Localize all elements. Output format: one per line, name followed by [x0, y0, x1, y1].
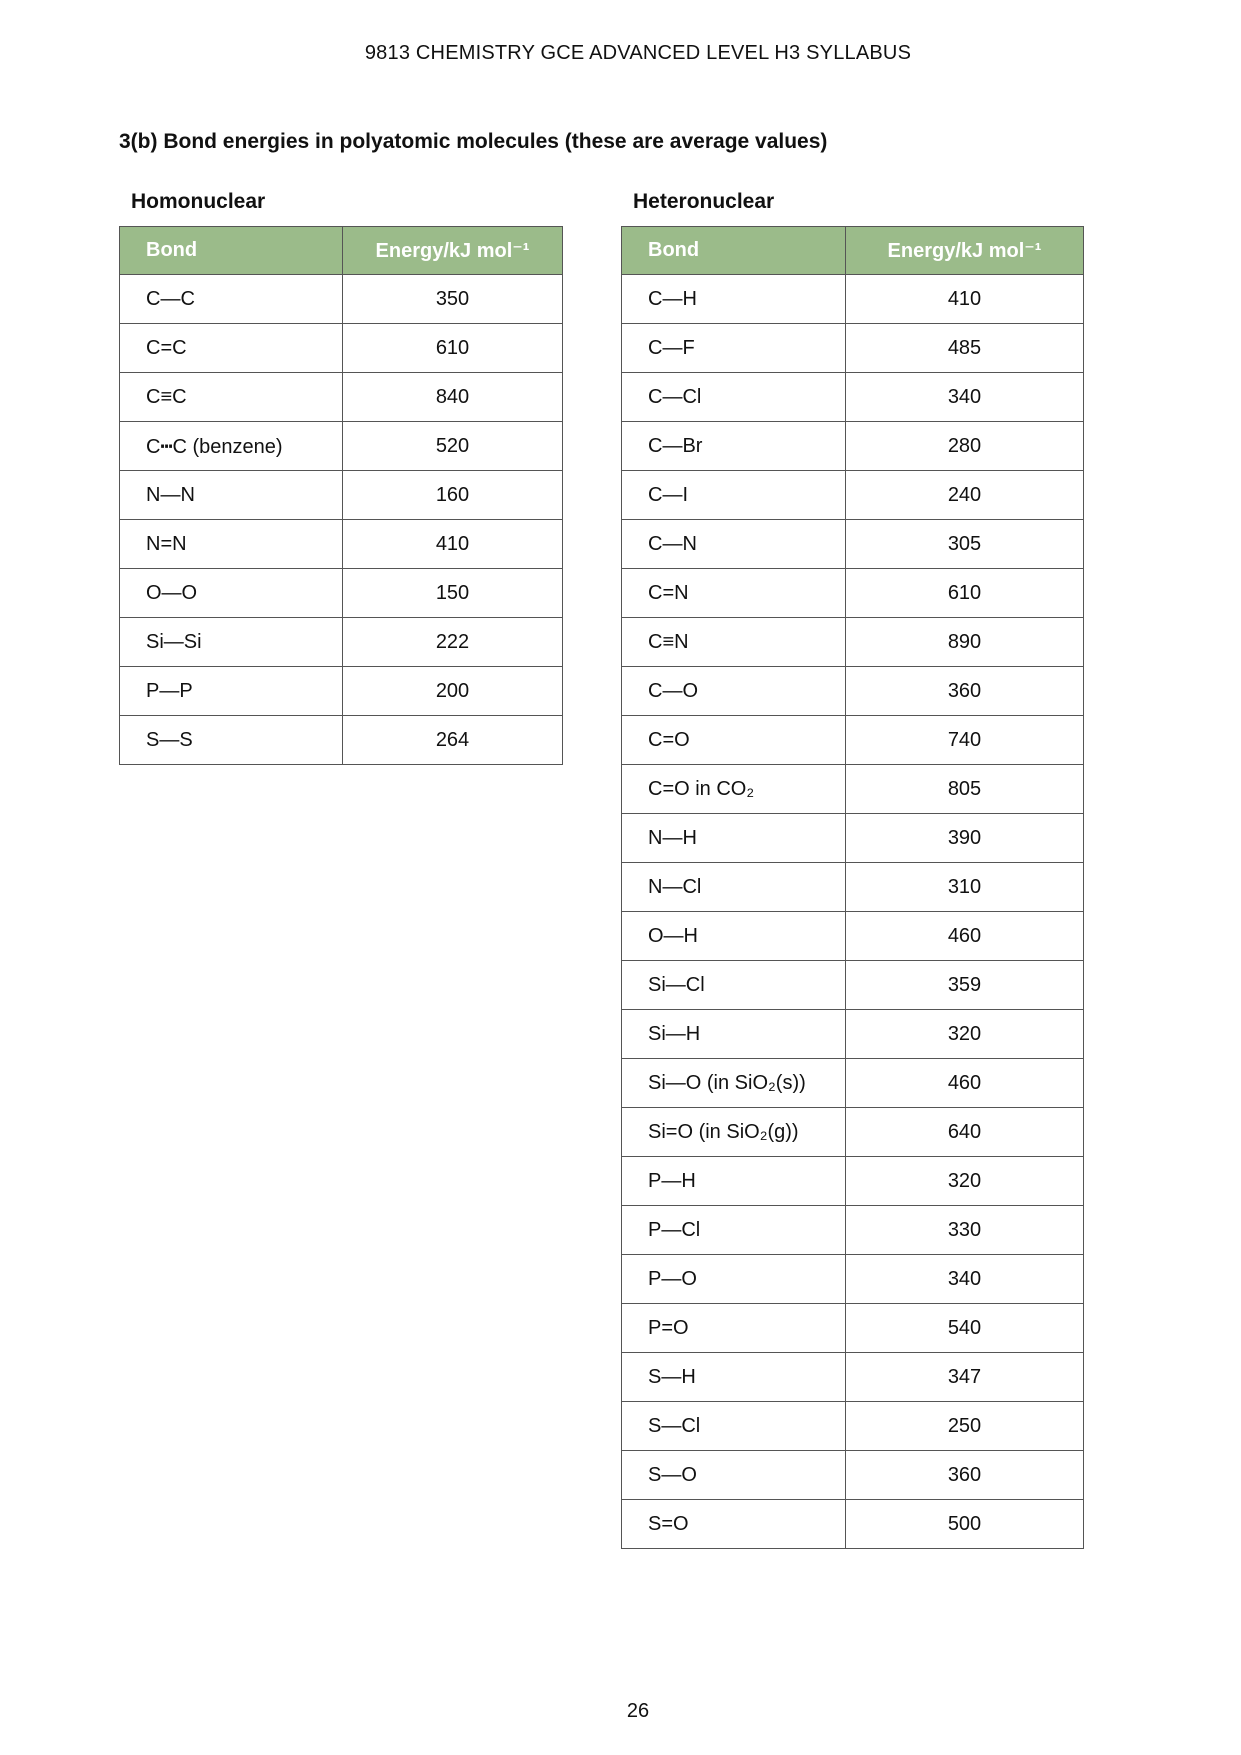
energy-cell: 540: [846, 1304, 1084, 1353]
bond-cell: O—O: [120, 569, 343, 618]
energy-cell: 340: [846, 373, 1084, 422]
table-row: [622, 569, 1084, 618]
table-row: [622, 667, 1084, 716]
table-row: [120, 471, 563, 520]
bond-cell: S—H: [622, 1353, 846, 1402]
bond-cell: P=O: [622, 1304, 846, 1353]
energy-cell: 320: [846, 1157, 1084, 1206]
heteronuclear-table-body: [622, 275, 1084, 1549]
bond-cell: N=N: [120, 520, 343, 569]
energy-cell: 200: [343, 667, 563, 716]
bond-cell: C—Br: [622, 422, 846, 471]
energy-cell: 610: [343, 324, 563, 373]
bond-cell: Si—O (in SiO₂(s)): [622, 1059, 846, 1108]
bond-cell: Si=O (in SiO₂(g)): [622, 1108, 846, 1157]
table-row: [120, 324, 563, 373]
bond-cell: Si—Cl: [622, 961, 846, 1010]
bond-cell: P—Cl: [622, 1206, 846, 1255]
column-header-bond: Bond: [622, 227, 846, 275]
table-row: [120, 716, 563, 765]
bond-cell: N—Cl: [622, 863, 846, 912]
bond-cell: S—S: [120, 716, 343, 765]
table-row: [622, 765, 1084, 814]
energy-cell: 460: [846, 912, 1084, 961]
energy-cell: 340: [846, 1255, 1084, 1304]
bond-cell: Si—Si: [120, 618, 343, 667]
table-row: [120, 373, 563, 422]
energy-cell: 410: [343, 520, 563, 569]
table-row: [120, 520, 563, 569]
page-header: 9813 CHEMISTRY GCE ADVANCED LEVEL H3 SYLLABUS: [364, 42, 912, 64]
energy-cell: 280: [846, 422, 1084, 471]
bond-cell: C—F: [622, 324, 846, 373]
table-row: [622, 1010, 1084, 1059]
section-title: 3(b) Bond energies in polyatomic molecules (these are average values): [119, 130, 828, 153]
bond-cell: N—H: [622, 814, 846, 863]
table-row: [622, 1402, 1084, 1451]
energy-cell: 640: [846, 1108, 1084, 1157]
bond-cell: C—N: [622, 520, 846, 569]
table-row: [622, 1059, 1084, 1108]
bond-cell: P—P: [120, 667, 343, 716]
table-row: [622, 373, 1084, 422]
energy-cell: 840: [343, 373, 563, 422]
energy-cell: 610: [846, 569, 1084, 618]
table-row: [622, 471, 1084, 520]
bond-cell: C—O: [622, 667, 846, 716]
heteronuclear-label: Heteronuclear: [633, 190, 775, 213]
bond-cell: S—Cl: [622, 1402, 846, 1451]
page-number: 26: [626, 1700, 650, 1722]
table-row: [622, 1353, 1084, 1402]
energy-cell: 460: [846, 1059, 1084, 1108]
bond-cell: P—H: [622, 1157, 846, 1206]
table-row: [622, 324, 1084, 373]
table-row: [622, 814, 1084, 863]
energy-cell: 320: [846, 1010, 1084, 1059]
table-row: [622, 716, 1084, 765]
bond-cell: C—C: [120, 275, 343, 324]
table-row: [622, 1500, 1084, 1549]
energy-cell: 250: [846, 1402, 1084, 1451]
homonuclear-table: [119, 226, 563, 765]
column-header-energy: Energy/kJ mol⁻¹: [846, 227, 1084, 275]
energy-cell: 330: [846, 1206, 1084, 1255]
bond-cell: S—O: [622, 1451, 846, 1500]
energy-cell: 890: [846, 618, 1084, 667]
energy-cell: 222: [343, 618, 563, 667]
bond-cell: C—I: [622, 471, 846, 520]
table-row: [622, 1206, 1084, 1255]
homonuclear-table-body: [120, 275, 563, 765]
bond-cell: Si—H: [622, 1010, 846, 1059]
energy-cell: 310: [846, 863, 1084, 912]
bond-cell: P—O: [622, 1255, 846, 1304]
energy-cell: 359: [846, 961, 1084, 1010]
energy-cell: 485: [846, 324, 1084, 373]
table-row: [622, 422, 1084, 471]
bond-cell: N—N: [120, 471, 343, 520]
energy-cell: 150: [343, 569, 563, 618]
energy-cell: 360: [846, 1451, 1084, 1500]
table-row: [622, 1108, 1084, 1157]
table-row: [120, 618, 563, 667]
column-header-energy: Energy/kJ mol⁻¹: [343, 227, 563, 275]
energy-cell: 305: [846, 520, 1084, 569]
table-row: [120, 422, 563, 471]
bond-cell: C┅C (benzene): [120, 422, 343, 471]
energy-cell: 347: [846, 1353, 1084, 1402]
table-row: [622, 1451, 1084, 1500]
table-row: [622, 520, 1084, 569]
energy-cell: 740: [846, 716, 1084, 765]
energy-cell: 264: [343, 716, 563, 765]
table-row: [622, 1157, 1084, 1206]
bond-cell: C—Cl: [622, 373, 846, 422]
bond-cell: C=C: [120, 324, 343, 373]
table-row: [120, 275, 563, 324]
table-row: [622, 618, 1084, 667]
bond-cell: O—H: [622, 912, 846, 961]
energy-cell: 805: [846, 765, 1084, 814]
table-header-row: [622, 227, 1084, 275]
energy-cell: 240: [846, 471, 1084, 520]
bond-cell: C—H: [622, 275, 846, 324]
heteronuclear-table: [621, 226, 1084, 1549]
energy-cell: 520: [343, 422, 563, 471]
energy-cell: 350: [343, 275, 563, 324]
table-row: [120, 667, 563, 716]
table-row: [622, 1255, 1084, 1304]
bond-cell: C≡C: [120, 373, 343, 422]
energy-cell: 160: [343, 471, 563, 520]
table-row: [622, 961, 1084, 1010]
table-row: [622, 275, 1084, 324]
table-row: [622, 863, 1084, 912]
table-header-row: [120, 227, 563, 275]
bond-cell: S=O: [622, 1500, 846, 1549]
energy-cell: 390: [846, 814, 1084, 863]
energy-cell: 500: [846, 1500, 1084, 1549]
bond-cell: C≡N: [622, 618, 846, 667]
energy-cell: 360: [846, 667, 1084, 716]
bond-cell: C=N: [622, 569, 846, 618]
homonuclear-label: Homonuclear: [131, 190, 266, 213]
table-row: [622, 912, 1084, 961]
table-row: [622, 1304, 1084, 1353]
column-header-bond: Bond: [120, 227, 343, 275]
bond-cell: C=O: [622, 716, 846, 765]
table-row: [120, 569, 563, 618]
bond-cell: C=O in CO₂: [622, 765, 846, 814]
energy-cell: 410: [846, 275, 1084, 324]
